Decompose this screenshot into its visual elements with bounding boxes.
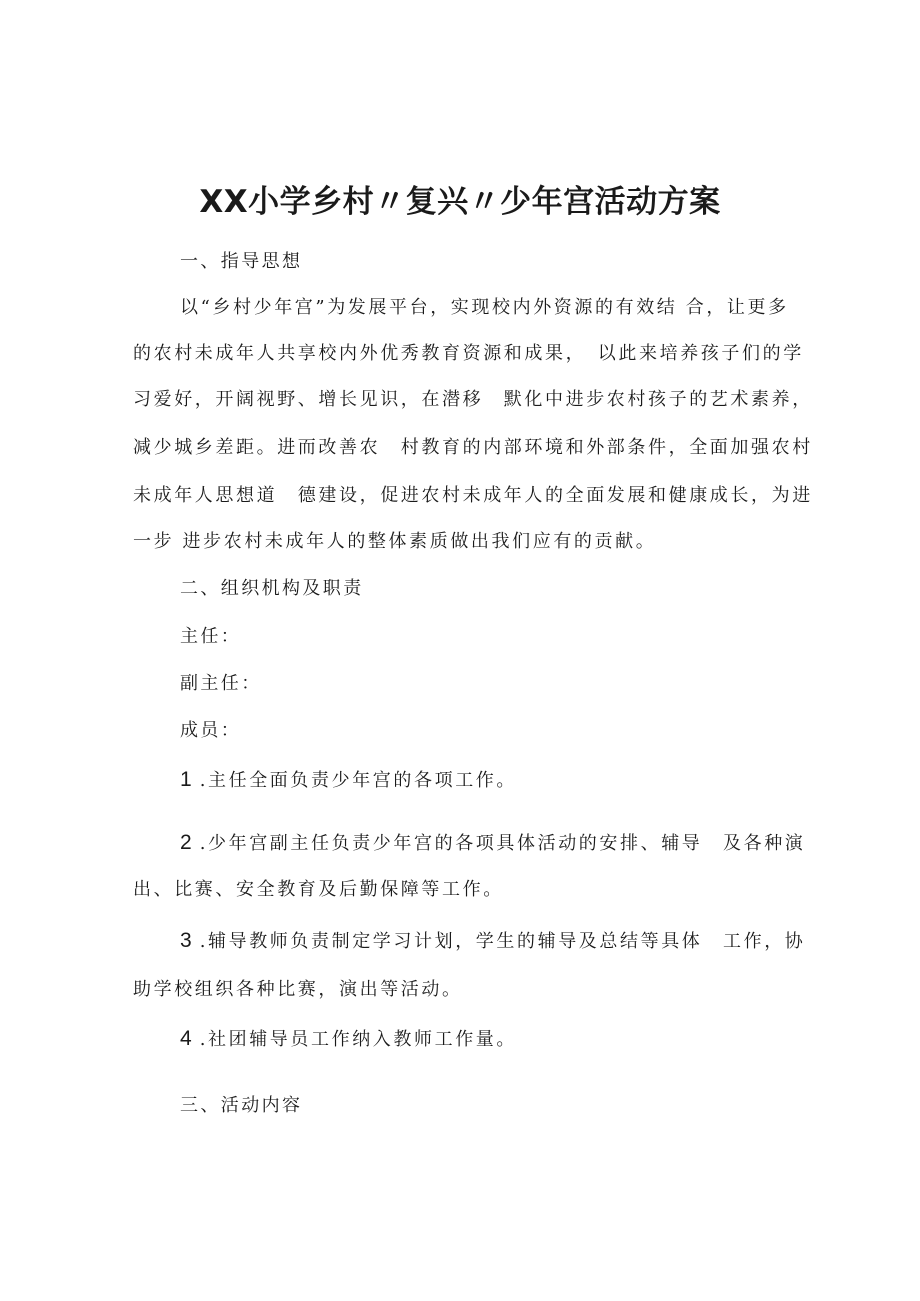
list-item-4	[180, 1027, 517, 1052]
paragraph-line: 以“乡村少年宫”为发展平台，实现校内外资源的有效结 合，让更多	[180, 297, 789, 318]
list-item-text: .主任全面负责少年宫的各项工作。	[199, 770, 518, 791]
paragraph-line: 习爱好，开阔视野、增长见识，在潜移 默化中进步农村孩子的艺术素养，	[133, 389, 813, 410]
paragraph-line: 未成年人思想道 德建设，促进农村未成年人的全面发展和健康成长，为进	[133, 485, 813, 506]
paragraph-line: 减少城乡差距。进而改善农 村教育的内部环境和外部条件，全面加强农村	[133, 437, 813, 458]
list-item-3-continuation: 助学校组织各种比赛，演出等活动。	[133, 979, 463, 1000]
list-item-text: .辅导教师负责制定学习计划，学生的辅导及总结等具体 工作，协	[199, 931, 806, 952]
list-item-text: .社团辅导员工作纳入教师工作量。	[199, 1029, 518, 1050]
list-item-number: 2	[180, 831, 192, 854]
list-item-1	[180, 768, 517, 793]
section-heading-organization: 二、组织机构及职责	[180, 578, 364, 599]
paragraph-line: 一步 进步农村未成年人的整体素质做出我们应有的贡献。	[133, 531, 657, 552]
list-item-2	[180, 831, 805, 856]
list-item-number: 3	[180, 929, 192, 952]
list-item-3	[180, 929, 805, 954]
section-heading-activities: 三、活动内容	[180, 1095, 303, 1116]
role-deputy-director: 副主任：	[180, 673, 262, 694]
document-title: XX小学乡村〃复兴〃少年宫活动方案	[199, 184, 721, 220]
list-item-number: 4	[180, 1027, 192, 1050]
paragraph-line: 的农村未成年人共享校内外优秀教育资源和成果， 以此来培养孩子们的学	[133, 343, 804, 364]
section-heading-guiding-ideology: 一、指导思想	[180, 251, 303, 272]
role-members: 成员：	[180, 720, 242, 741]
role-director: 主任：	[180, 626, 242, 647]
list-item-text: .少年宫副主任负责少年宫的各项具体活动的安排、辅导 及各种演	[199, 833, 806, 854]
list-item-2-continuation: 出、比赛、安全教育及后勤保障等工作。	[133, 879, 504, 900]
list-item-number: 1	[180, 768, 192, 791]
